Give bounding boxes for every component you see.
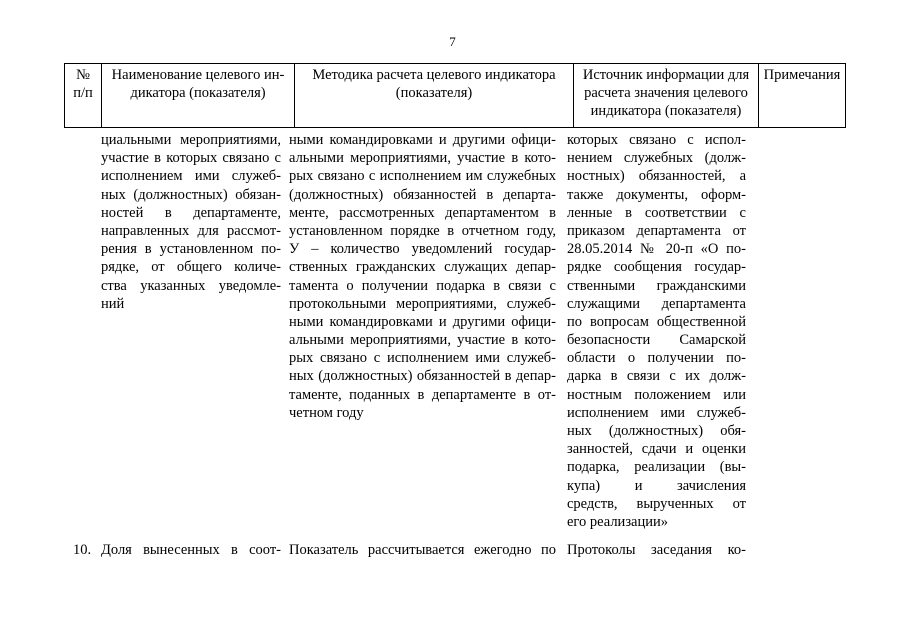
text-line: Протоколы заседания ко- (567, 542, 746, 558)
text-line: дарка в связи с их долж- (567, 368, 746, 385)
header-text: п/п (73, 85, 93, 102)
page-number: 7 (449, 34, 456, 49)
header-text: расчета значения целевого (584, 85, 748, 102)
header-text: Методика расчета целевого индикатора (312, 67, 556, 83)
text-line: протокольными мероприятиями, служеб- (289, 295, 556, 312)
cont-method-cell (289, 131, 556, 422)
header-text: Примечания (763, 67, 841, 83)
row10-number (73, 541, 99, 559)
text-line: приказом департамента от (567, 222, 746, 239)
text-line: менте, рассмотренных департаментом в (289, 204, 556, 221)
text-line: рых связано с исполнением ими служеб- (289, 350, 556, 367)
text-line: направленных для рассмот- (101, 222, 281, 239)
text-line: участие в которых связано с (101, 150, 281, 167)
text-line: циальными мероприятиями, (101, 132, 281, 148)
text-line: нением служебных (долж- (567, 150, 746, 167)
text-line: рядке, от общего количе- (101, 259, 281, 276)
header-text: (показателя) (395, 85, 473, 102)
text-line: ленные в соответствии с (567, 204, 746, 221)
text-line: ных (должностных) обя- (567, 423, 746, 439)
text-line: рения в установленном по- (101, 241, 281, 258)
header-text: дикатора (показателя) (130, 85, 266, 102)
header-text: индикатора (показателя) (590, 103, 742, 120)
row10-source-cell (567, 541, 746, 559)
text-line: ственными гражданскими (567, 277, 746, 294)
text-line: исполнением ими служеб- (567, 404, 746, 421)
text-line: также документы, оформ- (567, 186, 746, 203)
table-header (64, 63, 846, 128)
header-col-notes (759, 64, 846, 128)
text-line: средств, вырученных от (567, 495, 746, 512)
text-line: которых связано с испол- (567, 132, 746, 148)
header-text: Источник информации для (582, 67, 750, 83)
text-line: Показатель рассчитывается ежегодно по (289, 542, 556, 558)
text-line: ными командировками и другими офици- (289, 132, 556, 148)
cont-name-cell (101, 131, 281, 313)
text-line: ственных гражданских служащих депар- (289, 259, 556, 276)
text-line: ностей в департаменте, (101, 204, 281, 221)
text-line: исполнением ими служеб- (101, 168, 281, 185)
text-line: установленном порядке в отчетном году, (289, 222, 556, 239)
row10-method-cell (289, 541, 556, 559)
row-number-text: 10. (73, 542, 92, 558)
text-line: тамента о получении подарка в связи с (289, 277, 556, 294)
text-line: купа) и зачисления (567, 477, 746, 494)
header-text: Наименование целевого ин- (111, 67, 285, 83)
text-line: Доля вынесенных в соот- (101, 542, 281, 558)
text-line: подарка, реализации (вы- (567, 459, 746, 476)
text-line: альными мероприятиями, участие в кото- (289, 332, 556, 349)
header-col-source (574, 64, 759, 128)
text-line: безопасности Самарской (567, 332, 746, 349)
text-line: У – количество уведомлений государ- (289, 241, 556, 258)
text-line: ства указанных уведомле- (101, 277, 281, 294)
text-line: ностным положением или (567, 386, 746, 403)
text-line: ностных) обязанностей, а (567, 168, 746, 185)
row10-name-cell (101, 541, 281, 559)
header-col-method (295, 64, 574, 128)
text-line: по вопросам общественной (567, 313, 746, 330)
text-line: ных (должностных) обязанностей в депар- (289, 368, 556, 385)
header-text: № (76, 67, 90, 83)
text-line: рых связано с исполнением им служебных (289, 168, 556, 185)
text-line: ний (101, 295, 125, 312)
cont-source-cell (567, 131, 746, 531)
text-line: служащими департамента (567, 295, 746, 312)
text-line: (должностных) обязанностей в департа- (289, 186, 556, 203)
text-line: его реализации» (567, 513, 669, 530)
header-col-name (102, 64, 295, 128)
text-line: ных (должностных) обязан- (101, 186, 281, 203)
text-line: области о получении по- (567, 350, 746, 367)
text-line: ными командировками и другими офици- (289, 313, 556, 330)
text-line: 28.05.2014 № 20-п «О по- (567, 241, 746, 258)
text-line: занностей, сдачи и оценки (567, 441, 746, 458)
header-col-number (65, 64, 102, 128)
text-line: альными мероприятиями, участие в кото- (289, 150, 556, 167)
text-line: таменте, поданных в департаменте в от- (289, 386, 556, 403)
text-line: рядке сообщения государ- (567, 259, 746, 276)
text-line: четном году (289, 404, 364, 421)
